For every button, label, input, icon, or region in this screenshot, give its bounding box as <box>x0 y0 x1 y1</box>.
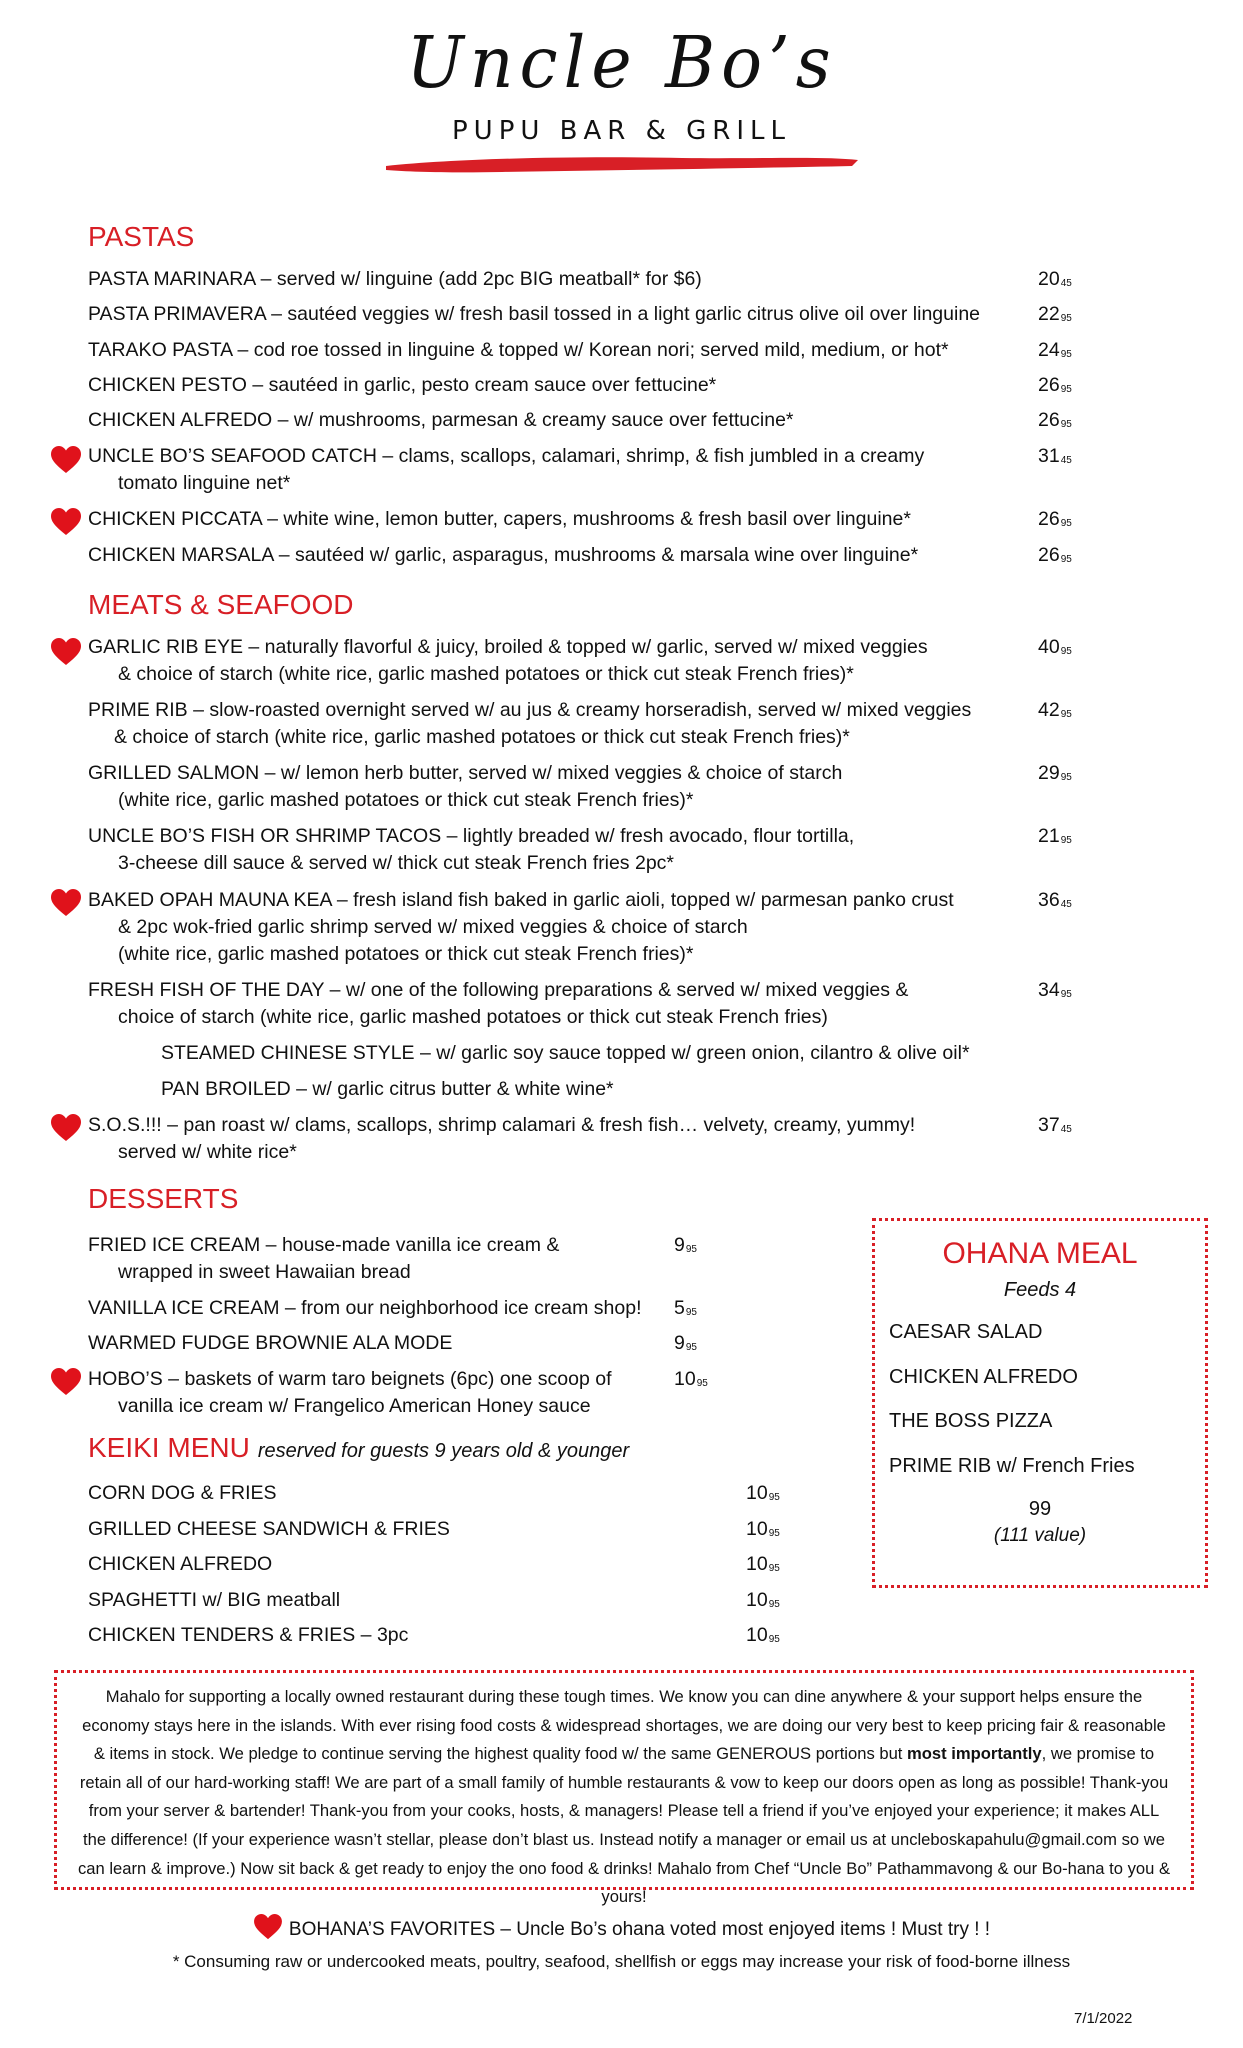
menu-item: UNCLE BO’S FISH OR SHRIMP TACOS – lightly breaded w/ fresh avocado, flour tortilla, 3-cheese dill sauce & served w/ thick cut steak French fries 2pc* <box>88 825 855 874</box>
menu-item: VANILLA ICE CREAM – from our neighborhood ice cream shop! <box>88 1297 642 1319</box>
menu-item: CHICKEN MARSALA – sautéed w/ garlic, asparagus, mushrooms & marsala wine over linguine* <box>88 544 919 566</box>
menu-item: CORN DOG & FRIES <box>88 1482 277 1504</box>
item-price: $5^{95}$ <box>674 1297 697 1319</box>
heart-icon <box>50 638 82 666</box>
item-price: $10^{95}$ <box>746 1553 780 1575</box>
item-price: $10^{95}$ <box>674 1368 708 1390</box>
menu-item: CHICKEN PICCATA – white wine, lemon butter, capers, mushrooms & fresh basil over linguine* <box>88 508 911 530</box>
keiki-note: reserved for guests 9 years old & younger <box>257 1440 630 1462</box>
item-price: $26^{95}$ <box>1038 409 1072 431</box>
note-emphasis: most importantly <box>907 1744 1042 1764</box>
menu-item: PRIME RIB – slow-roasted overnight served w/ au jus & creamy horseradish, served w/ mixed veggies & choice of starch (white rice, garlic mashed potatoes or thick cut steak French fries)* <box>88 699 972 748</box>
menu-item: FRIED ICE CREAM – house-made vanilla ice cream & wrapped in sweet Hawaiian bread <box>88 1234 560 1283</box>
menu-item: S.O.S.!!! – pan roast w/ clams, scallops, shrimp calamari & fresh fish… velvety, creamy, yummy! served w/ white rice* <box>88 1114 916 1163</box>
menu-item: FRESH FISH OF THE DAY – w/ one of the following preparations & served w/ mixed veggies & choice of starch (white rice, garlic mashed potatoes or thick cut steak French fries) <box>88 979 909 1028</box>
heart-icon <box>50 508 82 536</box>
section-title-pastas: PASTAS <box>88 221 195 252</box>
item-price: $21^{95}$ <box>1038 825 1072 847</box>
item-price: $22^{95}$ <box>1038 303 1072 325</box>
item-price: $9^{95}$ <box>674 1234 697 1256</box>
menu-item: HOBO’S – baskets of warm taro beignets (6pc) one scoop of vanilla ice cream w/ Frangelico American Honey sauce <box>88 1368 612 1417</box>
fish-preparation: PAN BROILED – w/ garlic citrus butter & white wine* <box>161 1078 614 1100</box>
item-price: $34^{95}$ <box>1038 979 1072 1001</box>
ohana-item: PRIME RIB w/ French Fries <box>889 1455 1135 1477</box>
menu-item: CHICKEN PESTO – sautéed in garlic, pesto cream sauce over fettucine* <box>88 374 717 396</box>
item-price: $10^{95}$ <box>746 1482 780 1504</box>
item-price: $36^{45}$ <box>1038 889 1072 911</box>
item-price: $26^{95}$ <box>1038 544 1072 566</box>
menu-item: UNCLE BO’S SEAFOOD CATCH – clams, scallops, calamari, shrimp, & fish jumbled in a creamy tomato linguine net* <box>88 445 925 494</box>
item-price: $31^{45}$ <box>1038 445 1072 467</box>
section-title-meats-seafood: MEATS & SEAFOOD <box>88 589 354 620</box>
item-price: $40^{95}$ <box>1038 636 1072 658</box>
menu-item: PASTA MARINARA – served w/ linguine (add 2pc BIG meatball* for $6) <box>88 268 702 290</box>
ohana-feeds: Feeds 4 <box>1003 1279 1077 1301</box>
menu-item: GRILLED CHEESE SANDWICH & FRIES <box>88 1518 450 1540</box>
ohana-value: (111 value) <box>993 1525 1087 1546</box>
heart-icon <box>50 446 82 474</box>
item-price: $20^{45}$ <box>1038 268 1072 290</box>
menu-item: GRILLED SALMON – w/ lemon herb butter, served w/ mixed veggies & choice of starch (white rice, garlic mashed potatoes or thick cut steak French fries)* <box>88 762 843 811</box>
ohana-title: OHANA MEAL <box>942 1237 1138 1270</box>
item-price: $24^{95}$ <box>1038 339 1072 361</box>
item-price: $10^{95}$ <box>746 1518 780 1540</box>
item-price: $26^{95}$ <box>1038 374 1072 396</box>
menu-date: 7/1/2022 <box>1074 2010 1133 2027</box>
food-safety-warning: * Consuming raw or undercooked meats, poultry, seafood, shellfish or eggs may increase your risk of food-borne illness <box>172 1952 1071 1971</box>
item-price: $10^{95}$ <box>746 1589 780 1611</box>
logo-subtitle: PUPU BAR & GRILL <box>451 116 792 146</box>
heart-icon <box>50 889 82 917</box>
item-price: $42^{95}$ <box>1038 699 1072 721</box>
item-price: $26^{95}$ <box>1038 508 1072 530</box>
item-price: $29^{95}$ <box>1038 762 1072 784</box>
item-price: $9^{95}$ <box>674 1332 697 1354</box>
ohana-item: CHICKEN ALFREDO <box>889 1366 1078 1388</box>
logo-script: Uncle Bo’s <box>406 22 837 105</box>
menu-item: CHICKEN ALFREDO – w/ mushrooms, parmesan & creamy sauce over fettucine* <box>88 409 794 431</box>
section-title-desserts: DESSERTS <box>88 1183 239 1214</box>
ohana-meal-box <box>872 1218 1208 1588</box>
ohana-item: THE BOSS PIZZA <box>889 1410 1053 1432</box>
heart-icon <box>253 1914 283 1940</box>
section-title-keiki: KEIKI MENU reserved for guests 9 years old & younger <box>88 1432 630 1463</box>
favorites-legend <box>0 1914 1243 1941</box>
brush-stroke-decoration <box>382 152 862 174</box>
ohana-price: 99 <box>1028 1498 1052 1520</box>
restaurant-logo <box>0 22 1243 174</box>
favorites-text: BOHANA’S FAVORITES – Uncle Bo’s ohana voted most enjoyed items ! Must try ! ! <box>288 1919 991 1940</box>
menu-item: CHICKEN ALFREDO <box>88 1553 273 1575</box>
heart-icon <box>50 1368 82 1396</box>
item-price: $10^{95}$ <box>746 1624 780 1646</box>
ohana-item: CAESAR SALAD <box>889 1321 1043 1343</box>
menu-item: TARAKO PASTA – cod roe tossed in linguine & topped w/ Korean nori; served mild, medium, or hot* <box>88 339 949 361</box>
menu-item: WARMED FUDGE BROWNIE ALA MODE <box>88 1332 453 1354</box>
heart-icon <box>50 1114 82 1142</box>
menu-item: PASTA PRIMAVERA – sautéed veggies w/ fresh basil tossed in a light garlic citrus olive oil over linguine <box>88 303 981 325</box>
mahalo-note: Mahalo for supporting a locally owned restaurant during these tough times. We know you can dine anywhere & your support helps ensure the economy stays here in the islands. With ever rising food costs & widespread shortages, we are doing our very best to keep pricing fair & reasonable & items in stock. We pledge to continue serving the highest quality food w/ the same GENEROUS portions but most importantly, we promise to retain all of our hard-working staff! We are part of a small family of humble restaurants & vow to keep our doors open as long as possible! Thank-you from your server & bartender! Thank-you from your cooks, hosts, & managers! Please tell a friend if you’ve enjoyed your experience; it makes ALL the difference! (If your experience wasn’t stellar, please don’t blast us. Instead notify a manager or email us at uncleboskapahulu@gmail.com so we can learn & improve.) Now sit back & get ready to enjoy the ono food & drinks! Mahalo from Chef “Uncle Bo” Pathammavong & our Bo-hana to you & yours! <box>54 1670 1194 1890</box>
fish-preparation: STEAMED CHINESE STYLE – w/ garlic soy sauce topped w/ green onion, cilantro & olive oil* <box>161 1042 970 1064</box>
menu-item: BAKED OPAH MAUNA KEA – fresh island fish baked in garlic aioli, topped w/ parmesan panko crust & 2pc wok-fried garlic shrimp served w/ mixed veggies & choice of starch (white rice, garlic mashed potatoes or thick cut steak French fries)* <box>88 889 954 965</box>
menu-item: GARLIC RIB EYE – naturally flavorful & juicy, broiled & topped w/ garlic, served w/ mixed veggies & choice of starch (white rice, garlic mashed potatoes or thick cut steak French fries)* <box>88 636 928 685</box>
item-price: $37^{45}$ <box>1038 1114 1072 1136</box>
menu-item: CHICKEN TENDERS & FRIES – 3pc <box>88 1624 409 1646</box>
menu-item: SPAGHETTI w/ BIG meatball <box>88 1589 341 1611</box>
